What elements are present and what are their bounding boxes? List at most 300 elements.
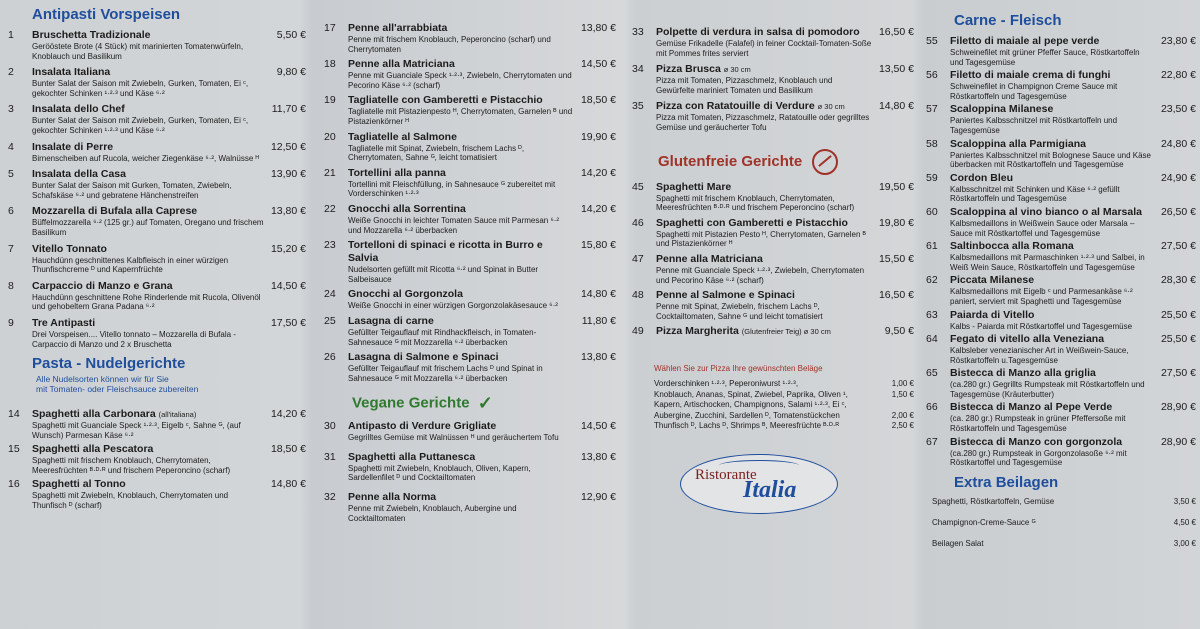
item-name (950, 172, 1154, 185)
vegan-list (324, 420, 616, 523)
item-price: 11,80 € (581, 314, 616, 327)
item-name (32, 29, 264, 42)
item-name (32, 141, 264, 154)
item-number: 57 (926, 103, 938, 116)
item-number: 49 (632, 325, 644, 338)
item-description: Spaghetti mit Zwiebeln, Knoblauch, Cherrytomaten und Thunfisch ᴰ (scharf) (32, 491, 229, 511)
topping-row (654, 390, 914, 401)
item-number: 7 (8, 242, 14, 255)
item-price: 14,20 € (580, 166, 616, 179)
item-body (32, 443, 264, 475)
item-name (656, 217, 872, 230)
item-description: Spaghetti mit Guanciale Speck ¹·²·³, Eigelb ᶜ, Sahne ᴳ, (auf Wunsch) Parmesan Käse ⁶·² (32, 421, 241, 440)
item-number: 60 (926, 205, 938, 218)
item-name-text: Filetto di maiale al pepe verde (950, 35, 1100, 47)
item-number: 58 (926, 137, 938, 150)
menu-item (632, 325, 914, 338)
item-number: 26 (324, 351, 336, 364)
item-body (656, 325, 872, 338)
item-description: Pizza mit Tomaten, Pizzaschmelz, Knoblauch und Gewürfelte mariniert Tomaten und Basilikum (656, 76, 833, 95)
item-price: 27,50 € (1160, 367, 1196, 380)
item-name (32, 66, 264, 79)
item-number: 34 (632, 63, 644, 76)
menu-item (926, 103, 1196, 135)
logo-text-ristorante: Ristorante (695, 466, 757, 483)
topping-row (654, 411, 914, 422)
item-name-text: Insalata della Casa (32, 168, 126, 181)
extra-text: Beilagen Salat (932, 538, 984, 548)
item-name-text: Bistecca di Manzo al Pepe Verde (950, 401, 1113, 414)
menu-item (926, 309, 1196, 332)
item-price: 11,70 € (271, 103, 306, 116)
item-name-text: Bistecca di Manzo alla griglia (950, 367, 1096, 380)
menu-item (8, 168, 306, 200)
item-description: Kalbsmedaillons in Weißwein Sauce oder Marsala – Sauce mit Röstkartoffel und Tagesgemüse (950, 218, 1135, 238)
item-description: Gefüllter Teigauflauf mit Rindhackfleisch, in Tomaten-Sahnesauce ᴳ mit Mozzarella ⁶·² überbacken (348, 327, 537, 347)
menu-item (324, 239, 616, 284)
extra-row (932, 539, 1196, 549)
menu-item (926, 436, 1196, 468)
item-description: Gefüllter Teigauflauf mit frischem Lachs ᴰ und Spinat in Sahnesauce ᴳ mit Mozzarella ⁶·² überbacken (348, 364, 543, 383)
item-name-text: Filetto di maiale crema di funghi (950, 69, 1111, 82)
item-number: 6 (8, 205, 14, 218)
item-body (32, 29, 264, 61)
item-price: 24,90 € (1160, 171, 1196, 184)
section-title-glutenfree (658, 149, 914, 175)
item-description: Schweinefilet in Champignon Creme Sauce mit Röstkartoffeln und Tagesgemüse (950, 82, 1118, 101)
menu-item (8, 443, 306, 475)
item-price: 25,50 € (1160, 308, 1196, 321)
item-price: 25,50 € (1160, 333, 1196, 346)
item-price: 13,90 € (270, 168, 306, 181)
item-name (656, 26, 872, 39)
item-name (32, 168, 264, 181)
extra-price: 3,50 € (1173, 496, 1196, 506)
item-price: 28,30 € (1160, 274, 1196, 287)
extras-list (926, 497, 1196, 549)
menu-item (324, 420, 616, 443)
item-name (950, 309, 1154, 322)
item-body (348, 131, 574, 163)
item-body (348, 94, 574, 126)
menu-item (926, 206, 1196, 238)
item-description: Bunter Salat der Saison mit Zwiebeln, Gurken, Tomaten, Ei ᶜ, gekochter Schinken ¹·²·³ und Käse ⁶·² (32, 116, 249, 135)
item-name (348, 420, 574, 433)
item-name (950, 436, 1154, 449)
topping-price: 1,00 € (891, 379, 914, 389)
section-title-vegan (352, 393, 616, 414)
vegan-pizza-list (632, 26, 914, 133)
column-antipasti-pasta (0, 0, 312, 629)
extra-row (932, 497, 1196, 507)
item-body (656, 26, 872, 58)
item-number: 59 (926, 171, 938, 184)
column-carne (922, 0, 1200, 629)
item-description: Pizza mit Tomaten, Pizzaschmelz, Ratatouille oder gegrilltes Gemüse und geräucherter Tofu (656, 113, 870, 132)
item-price: 13,80 € (270, 205, 306, 218)
item-name (32, 478, 264, 491)
item-name-text: Tagliatelle con Gamberetti e Pistacchio (348, 94, 543, 107)
item-description: Gemüse Frikadelle (Falafel) in feiner Cocktail-Tomaten-Soße mit Pommes frites serviert (656, 39, 872, 58)
item-name-note: ø 30 cm (817, 102, 845, 112)
menu-item (8, 66, 306, 98)
menu-item (8, 408, 306, 440)
item-price: 14,50 € (580, 420, 616, 433)
item-number: 8 (8, 279, 14, 292)
topping-text: Vorderschinken ¹·²·³, Peperoniwurst ¹·²·³, (654, 379, 799, 389)
topping-price: 2,00 € (891, 410, 914, 420)
item-price: 27,50 € (1160, 240, 1196, 253)
topping-row (654, 379, 914, 390)
item-name-text: Insalata Italiana (32, 66, 111, 79)
item-price: 13,80 € (580, 22, 616, 34)
item-name-text: Cordon Bleu (950, 171, 1013, 184)
menu-item (324, 451, 616, 483)
vegan-title-text: Vegane Gerichte (352, 394, 470, 412)
item-description: Bunter Salat der Saison mit Zwiebeln, Gurken, Tomaten, Ei ᶜ, gekochter Schinken ¹·²·³ und Käse ⁶·² (32, 79, 249, 98)
logo-text-italia: Italia (743, 476, 797, 503)
antipasti-list (8, 29, 306, 349)
item-name-text: Scaloppina alla Parmigiana (950, 137, 1086, 150)
item-price: 14,80 € (270, 478, 306, 491)
item-body (656, 217, 872, 249)
item-name (950, 69, 1154, 82)
item-body (950, 69, 1154, 101)
menu-item (926, 333, 1196, 365)
item-price: 18,50 € (270, 443, 306, 456)
menu-item (8, 29, 306, 61)
item-body (348, 315, 574, 347)
item-number: 47 (632, 252, 644, 265)
item-body (348, 491, 574, 523)
item-description: (ca.280 gr.) Rumpsteak in Gorgonzolasoße ⁶·² mit Röstkartoffel und Tagesgemüse (950, 448, 1127, 468)
menu-item (926, 274, 1196, 306)
vegan-leaf-icon: ✓ (477, 393, 493, 414)
item-number: 16 (8, 478, 20, 491)
menu-item (632, 26, 914, 58)
item-body (950, 309, 1154, 332)
extra-text: Spaghetti, Röstkartoffeln, Gemüse (932, 496, 1055, 506)
topping-price: 1,50 € (891, 389, 914, 399)
item-price: 19,90 € (580, 130, 616, 143)
menu-item (8, 243, 306, 275)
item-price: 15,80 € (580, 239, 616, 252)
item-description: Penne mit Spinat, Zwiebeln, frischem Lachs ᴰ, Cocktailtomaten, Sahne ᴳ und leicht tomatisiert (656, 302, 823, 321)
item-name-text: Insalate di Perre (32, 140, 114, 153)
item-body (950, 103, 1154, 135)
item-description: Tagliatelle mit Pistazienpesto ᴴ, Cherrytomaten, Garnelen ᴮ und Pistazienkörner ᴴ (348, 107, 573, 126)
item-body (348, 288, 574, 311)
item-number: 14 (8, 408, 20, 421)
item-name-text: Penne alla Matriciana (348, 58, 455, 71)
topping-row (654, 400, 914, 411)
item-number: 32 (324, 491, 336, 504)
item-description: Kalbsleber venezianischer Art in Weißwein-Sauce, Röstkartoffeln u.Tagesgemüse (950, 346, 1129, 365)
item-body (32, 317, 264, 349)
pizza-toppings (632, 364, 914, 432)
item-name (348, 58, 574, 71)
item-price: 5,50 € (276, 29, 306, 41)
item-name (348, 288, 574, 301)
item-number: 30 (324, 420, 336, 433)
item-body (656, 289, 872, 321)
item-body (348, 420, 574, 443)
item-price: 12,90 € (580, 491, 616, 504)
menu-item (8, 103, 306, 135)
item-price: 19,80 € (878, 216, 914, 229)
item-number: 19 (324, 94, 336, 107)
menu-item (324, 288, 616, 311)
item-price: 14,50 € (270, 279, 306, 292)
item-price: 14,80 € (580, 288, 616, 301)
item-price: 12,50 € (270, 140, 306, 153)
item-name (348, 94, 574, 107)
item-body (950, 436, 1154, 468)
item-number: 64 (926, 333, 938, 346)
pasta-note-line-1: Alle Nudelsorten können wir für Sie (36, 374, 169, 385)
pasta-list-1 (8, 408, 306, 511)
item-description: (ca.280 gr.) Gegrillts Rumpsteak mit Röstkartoffeln und Tagesgemüse (Kräuterbutter) (950, 380, 1145, 399)
item-body (656, 253, 872, 285)
menu-item (926, 401, 1196, 433)
section-title-antipasti: Antipasti Vorspeisen (32, 6, 181, 23)
item-number: 65 (926, 367, 938, 380)
item-name-text: Penne al Salmone e Spinaci (656, 289, 795, 302)
item-name-text: Spaghetti al Tonno (32, 478, 126, 491)
item-name (950, 333, 1154, 346)
item-name-text: Spaghetti Mare (656, 180, 732, 193)
item-description: Weiße Gnocchi in einer würzigen Gorgonzolakäsesauce ⁶·² (348, 301, 558, 311)
item-number: 45 (632, 180, 644, 193)
item-number: 17 (324, 22, 336, 34)
item-name-note: (all'italiana) (158, 410, 197, 420)
item-price: 16,50 € (878, 289, 914, 302)
item-name (950, 138, 1154, 151)
item-number: 18 (324, 58, 336, 71)
item-price: 15,20 € (270, 242, 306, 255)
item-name (656, 63, 872, 76)
item-price: 13,80 € (580, 351, 616, 364)
item-body (348, 22, 574, 54)
item-body (32, 141, 264, 164)
item-name (950, 367, 1154, 380)
item-description: Penne mit Guanciale Speck ¹·²·³, Zwiebeln, Cherrytomaten und Pecorino Käse ⁶·² (scharf) (348, 71, 572, 90)
item-name (656, 100, 872, 113)
restaurant-logo (680, 454, 838, 514)
item-body (950, 401, 1154, 433)
item-description: Büffelmozzarella ⁶·² (125 gr.) auf Tomaten, Oregano und frischem Basilikum (32, 218, 264, 237)
item-body (348, 451, 574, 483)
item-name-text: Pizza Margherita (656, 325, 739, 338)
menu-item (926, 138, 1196, 170)
topping-text: Knoblauch, Ananas, Spinat, Zwiebel, Paprika, Oliven ¹, (654, 389, 848, 399)
item-body (32, 408, 264, 440)
extra-price: 3,00 € (1173, 538, 1196, 548)
item-body (656, 63, 872, 95)
menu-item (324, 22, 616, 54)
item-name-text: Spaghetti alla Puttanesca (348, 450, 476, 463)
item-number: 48 (632, 289, 644, 302)
item-price: 14,50 € (580, 58, 616, 71)
item-body (950, 240, 1154, 272)
item-name-text: Paiarda di Vitello (950, 308, 1035, 321)
menu-item (8, 141, 306, 164)
item-price: 19,50 € (878, 180, 914, 193)
item-name (348, 491, 574, 504)
item-description: Spaghetti mit frischem Knoblauch, Cherrytomaten, Meeresfrüchten ᴮ·ᴰ·ᴿ und frischem Peperoncino (scharf) (656, 193, 855, 213)
item-description: Gerööstete Brote (4 Stück) mit marinierten Tomatenwürfeln, Knoblauch und Basilikum (32, 42, 244, 61)
menu-item (324, 491, 616, 523)
item-name-text: Penne all'arrabbiata (348, 22, 448, 34)
item-number: 33 (632, 26, 644, 38)
item-name (32, 443, 264, 456)
item-name (348, 167, 574, 180)
item-body (950, 138, 1154, 170)
item-number: 24 (324, 288, 336, 301)
item-name-text: Lasagna di Salmone e Spinaci (348, 351, 499, 364)
item-body (32, 243, 264, 275)
item-description: Birnenscheiben auf Rucola, weicher Ziegenkäse ⁶·², Walnüsse ᴴ (32, 153, 259, 163)
item-number: 66 (926, 401, 938, 414)
item-name-text: Antipasto di Verdure Grigliate (348, 420, 497, 433)
menu-item (926, 172, 1196, 204)
item-number: 21 (324, 166, 336, 179)
item-name (950, 206, 1154, 219)
pasta-note-line-2: mit Tomaten- oder Fleischsauce zubereiten (36, 384, 199, 395)
item-description: Tortellini mit Fleischfüllung, in Sahnesauce ᴳ zubereitet mit Vorderschinken ¹·²·³ (348, 179, 556, 199)
item-name (950, 401, 1154, 414)
item-description: Spaghetti mit frischem Knoblauch, Cherrytomaten, Meeresfrüchten ᴮ·ᴰ·ᴿ und frischem Peperoncino (scharf) (32, 456, 231, 475)
item-price: 26,50 € (1160, 205, 1196, 218)
item-body (950, 333, 1154, 365)
item-name (348, 451, 574, 464)
item-price: 13,50 € (878, 63, 914, 76)
extra-row (932, 518, 1196, 528)
item-name-text: Polpette di verdura in salsa di pomodoro (656, 26, 860, 38)
item-price: 18,50 € (580, 94, 616, 107)
item-number: 61 (926, 240, 938, 253)
menu-item (324, 315, 616, 347)
item-name-text: Bistecca di Manzo con gorgonzola (950, 435, 1123, 448)
item-name (950, 274, 1154, 287)
pasta-note (36, 374, 306, 394)
gluten-free-icon (812, 149, 838, 175)
item-price: 15,50 € (878, 252, 914, 265)
item-description: Kalbs - Paiarda mit Röstkartoffel und Tagesgemüse (950, 321, 1133, 331)
item-name-text: Spaghetti alla Pescatora (32, 443, 154, 456)
item-description: Kalbsschnitzel mit Schinken und Käse ⁶·² gefüllt Röstkartoffeln und Tagesgemüse (950, 184, 1120, 204)
item-name-text: Gnocchi alla Sorrentina (348, 202, 466, 215)
item-name-text: Lasagna di carne (348, 314, 434, 327)
item-name-text: Spaghetti alla Carbonara (32, 408, 156, 421)
item-body (348, 239, 574, 284)
topping-text: Kapern, Artischocken, Champignons, Salami ¹·²·³, Ei ᶜ, (654, 400, 847, 410)
item-description: Penne mit frischem Knoblauch, Peperoncino (scharf) und Cherrytomaten (348, 35, 551, 54)
menu-item (8, 280, 306, 312)
item-name-text: Gnocchi al Gorgonzola (348, 288, 463, 301)
item-name (348, 203, 574, 216)
item-name (950, 103, 1154, 116)
gluten-title-text: Glutenfreie Gerichte (658, 152, 803, 170)
item-number: 15 (8, 443, 20, 456)
extra-text: Champignon-Creme-Sauce ᴳ (932, 517, 1036, 527)
item-description: Kalbsmedaillons mit Parmaschinken ¹·²·³ und Salbei, in Weiß Wein Sauce, Röstkartoffeln und Tagesgemüse (950, 253, 1145, 272)
item-description: Penne mit Guanciale Speck ¹·²·³, Zwiebeln, Cherrytomaten und Pecorino Käse ⁶·² (scharf) (656, 265, 865, 285)
menu-item (632, 181, 914, 213)
item-number: 1 (8, 29, 14, 41)
item-name (348, 22, 574, 35)
item-body (656, 181, 872, 213)
menu-item (632, 253, 914, 285)
item-name-text: Carpaccio di Manzo e Grana (32, 279, 173, 292)
item-body (32, 205, 264, 237)
item-name (32, 280, 264, 293)
item-number: 56 (926, 69, 938, 82)
item-body (950, 274, 1154, 306)
item-name-text: Penne alla Norma (348, 491, 437, 504)
item-number: 22 (324, 202, 336, 215)
item-body (950, 172, 1154, 204)
item-name-text: Scaloppina al vino bianco o al Marsala (950, 205, 1142, 218)
item-body (348, 203, 574, 235)
menu-item (632, 100, 914, 132)
item-name (32, 408, 264, 421)
item-name-text: Bruschetta Tradizionale (32, 29, 151, 41)
item-name-text: Tagliatelle al Salmone (348, 130, 457, 143)
topping-text: Aubergine, Zucchini, Sardellen ᴰ, Tomatenstückchen (654, 410, 840, 420)
menu-item (632, 217, 914, 249)
menu-item (632, 289, 914, 321)
item-number: 31 (324, 450, 336, 463)
item-name-text: Tre Antipasti (32, 316, 96, 329)
item-body (32, 478, 264, 510)
topping-text: Thunfisch ᴰ, Lachs ᴰ, Shrimps ᴮ, Meeresfrüchte ᴮ·ᴰ·ᴿ (654, 421, 840, 431)
item-number: 2 (8, 66, 14, 79)
item-name-text: Pizza Brusca (656, 63, 721, 76)
topping-price (870, 400, 914, 411)
item-name-text: Mozzarella di Bufala alla Caprese (32, 205, 198, 218)
menu-item (926, 240, 1196, 272)
item-name-text: Tortellini alla panna (348, 166, 446, 179)
item-body (348, 167, 574, 199)
item-price: 28,90 € (1160, 435, 1196, 448)
item-name-text: Fegato di vitello alla Veneziana (950, 333, 1105, 346)
item-number: 62 (926, 274, 938, 287)
item-description: (ca. 280 gr.) Rumpsteak in grüner Pfeffersoße mit Röstkartoffeln und Tagesgemüse (950, 414, 1126, 434)
item-body (348, 351, 574, 383)
item-number: 23 (324, 239, 336, 252)
item-price: 17,50 € (270, 316, 306, 329)
item-name (32, 103, 264, 116)
item-body (32, 280, 264, 312)
item-name (950, 35, 1154, 48)
item-price: 9,80 € (276, 66, 306, 79)
menu-item (8, 205, 306, 237)
item-description: Bunter Salat der Saison mit Gurken, Tomaten, Zwiebeln, Schafskäse ⁶·² und gebratene Hänchenstreifen (32, 181, 232, 200)
item-name (950, 240, 1154, 253)
item-name-text: Vitello Tonnato (32, 242, 107, 255)
glutenfree-list (632, 181, 914, 339)
item-name (348, 315, 574, 328)
toppings-heading: Wählen Sie zur Pizza Ihre gewünschten Beläge (654, 364, 823, 374)
item-name (656, 181, 872, 194)
menu-item (8, 317, 306, 349)
item-description: Nudelsorten gefüllt mit Ricotta ⁶·² und Spinat in Butter Salbeisauce (348, 265, 539, 284)
item-description: Paniertes Kalbsschnitzel mit Bolognese Sauce und Käse überbacken mit Röstkartoffeln und Tagesgemüse (950, 150, 1152, 170)
item-body (32, 168, 264, 200)
item-price: 28,90 € (1160, 401, 1196, 414)
item-body (32, 66, 264, 98)
